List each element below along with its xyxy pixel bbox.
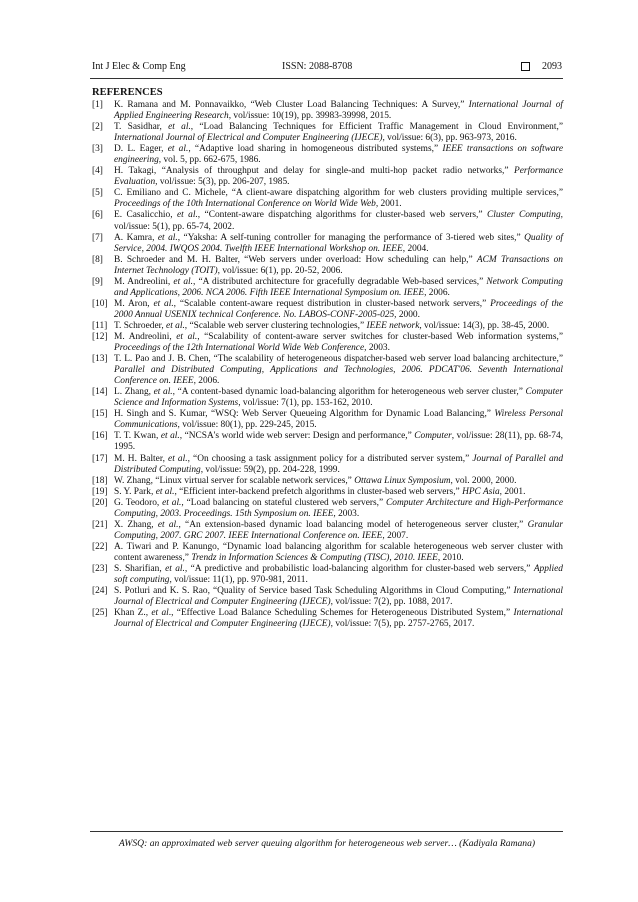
reference-item — [92, 166, 563, 188]
reference-text — [114, 332, 563, 354]
page-number: 2093 — [542, 61, 562, 72]
reference-text — [114, 277, 563, 299]
reference-source: Trendz in Information Sciences & Computing (TISC), 2010. IEEE — [191, 552, 438, 563]
reference-source: Performance Evaluation, — [114, 166, 563, 188]
reference-segment: , vol/issue: 14(3), pp. 38-45, 2000. — [419, 320, 550, 331]
reference-text — [114, 476, 563, 487]
reference-segment: S. Y. Park, — [114, 486, 156, 497]
reference-source: Ottawa Linux Symposium — [354, 475, 451, 486]
reference-segment: vol. 5, pp. 662-675, 1986. — [161, 155, 261, 166]
reference-text — [114, 354, 563, 387]
reference-source: et al. — [157, 232, 178, 243]
reference-source: Parallel and Distributed Computing, Applications and Technologies, 2006. PDCAT'06. Seventh International Conference on. IEEE — [114, 365, 563, 387]
reference-segment: 2000. — [396, 309, 420, 320]
reference-segment: , vol/issue: 28(11), pp. 68-74, 1995. — [114, 431, 563, 453]
reference-source: Proceedings of the 10th International Conference on World Wide Web, — [114, 199, 379, 210]
reference-source: et al — [151, 608, 169, 619]
reference-segment: , “Content-aware dispatching algorithms for cluster-based web servers,” — [197, 210, 487, 221]
reference-segment: T. Sasidhar, — [114, 122, 169, 133]
header-rule — [90, 78, 563, 79]
reference-number: [17] — [92, 453, 108, 464]
reference-segment: K. Ramana and M. Ponnavaikko, “Web Cluster Load Balancing Techniques: A Survey,” — [114, 100, 469, 110]
reference-segment: , “Scalable content-aware request distribution in cluster-based network servers,” — [173, 298, 491, 309]
reference-item — [92, 277, 563, 299]
reference-segment: M. H. Balter, — [114, 453, 169, 464]
reference-item — [92, 144, 563, 166]
footer-rule — [90, 831, 563, 832]
reference-item — [92, 354, 563, 387]
reference-number: [25] — [92, 608, 108, 619]
reference-text — [114, 321, 563, 332]
reference-segment: , 2006. — [193, 376, 220, 387]
reference-source: International Journal of Electrical and Computer Engineering (IJECE) — [114, 133, 383, 144]
reference-segment: , “Scalability of content-aware server switches for cluster-based Web information systems,” — [197, 331, 564, 342]
reference-item — [92, 299, 563, 321]
reference-segment: S. Potluri and K. S. Rao, “Quality of Service based Task Scheduling Algorithms in Cloud Computing,” — [114, 586, 514, 597]
reference-segment: , vol/issue: 80(1), pp. 229-245, 2015. — [177, 420, 317, 431]
reference-source: et al. — [165, 563, 185, 574]
reference-segment: , 2004. — [402, 243, 429, 254]
reference-segment: Khan Z., — [114, 608, 152, 619]
reference-source: Applied soft computing — [114, 563, 563, 586]
reference-text — [114, 144, 563, 166]
reference-item — [92, 542, 563, 564]
reference-source: Cluster Computing, — [486, 210, 564, 221]
reference-source: Network Computing and Applications, 2006. NCA 2006. Fifth IEEE International Symposium on. IEEE — [114, 276, 563, 298]
reference-segment: , vol. 2000, 2000. — [450, 475, 517, 486]
reference-segment: , 2007. — [382, 530, 409, 541]
reference-item — [92, 431, 563, 453]
reference-text — [114, 210, 563, 232]
reference-text — [114, 188, 563, 210]
reference-segment: L. Zhang, — [114, 387, 154, 398]
reference-source: et al. — [168, 453, 188, 464]
reference-source: Wireless Personal Communications — [114, 409, 563, 431]
reference-text — [114, 608, 563, 630]
reference-text — [114, 520, 563, 542]
running-footer: AWSQ: an approximated web server queuing algorithm for heterogeneous web server… (Kadiyala Ramana) — [118, 838, 536, 849]
reference-segment: , vol/issue: 59(2), pp. 204-228, 1999. — [200, 464, 340, 475]
reference-number: [12] — [92, 331, 108, 342]
reference-segment: , vol/issue: 7(5), pp. 2757-2765, 2017. — [330, 619, 475, 630]
reference-segment: , 2001. — [499, 486, 526, 497]
reference-segment: vol/issue: 5(1), pp. 65-74, 2002. — [114, 221, 235, 232]
reference-segment: , vol/issue: 7(2), pp. 1088, 2017. — [330, 597, 453, 608]
reference-segment: H. Takagi, “Analysis of throughput and delay for single-and multi-hop packet radio networks,” — [114, 166, 515, 177]
issn-label: ISSN: 2088-8708 — [282, 61, 353, 72]
reference-segment: , “A predictive and probabilistic load-balancing algorithm for cluster-based web servers,” — [184, 563, 534, 574]
reference-text — [114, 498, 563, 520]
reference-item — [92, 387, 563, 409]
reference-source: International Journal of Applied Engineering Research, — [114, 100, 563, 122]
reference-number: [22] — [92, 541, 108, 552]
reference-item — [92, 409, 563, 431]
reference-item — [92, 255, 563, 277]
reference-item — [92, 564, 563, 586]
reference-item — [92, 608, 563, 630]
reference-segment: , 2006. — [424, 287, 450, 298]
reference-number: [6] — [92, 210, 103, 221]
reference-segment: , “Load Balancing Techniques for Efficient Traffic Management in Cloud Environment,” — [190, 122, 563, 133]
reference-source: et al. — [157, 519, 179, 530]
reference-segment: ., “Effective Load Balance Scheduling Schemes for Heterogeneous Distributed System,” — [168, 608, 514, 619]
reference-segment: D. L. Eager, — [114, 144, 168, 155]
reference-item — [92, 487, 563, 498]
reference-text — [114, 487, 563, 498]
reference-segment: H. Singh and S. Kumar, “WSQ: Web Server Queueing Algorithm for Dynamic Load Balancing,” — [114, 409, 495, 420]
reference-segment: , “Load balancing on stateful clustered web servers,” — [181, 497, 387, 508]
reference-text — [114, 100, 563, 122]
reference-text — [114, 542, 563, 564]
reference-source: et al. — [162, 497, 182, 508]
reference-source: Computer — [414, 431, 452, 442]
running-header — [92, 61, 562, 75]
reference-source: et al. — [153, 298, 174, 309]
reference-segment: , 2003. — [333, 508, 360, 519]
reference-number: [14] — [92, 387, 108, 398]
reference-number: [23] — [92, 563, 108, 574]
reference-text — [114, 409, 563, 431]
reference-item — [92, 498, 563, 520]
reference-number: [20] — [92, 497, 108, 508]
reference-number: [16] — [92, 431, 108, 442]
reference-source: et al. — [166, 320, 185, 331]
reference-segment: , 2010. — [437, 552, 464, 563]
reference-item — [92, 520, 563, 542]
reference-segment: 2001. — [378, 199, 402, 210]
reference-segment: M. Andreolini, — [114, 331, 177, 342]
reference-segment: A. Kamra, — [114, 232, 158, 243]
reference-source: Proceedings of the 12th International World Wide Web Conference, — [114, 343, 367, 354]
reference-item — [92, 188, 563, 210]
reference-source: Computer Architecture and High-Performance Computing, 2003. Proceedings. 15th Symposium on. IEEE — [114, 497, 563, 519]
reference-item — [92, 210, 563, 232]
reference-segment: , “An extension-based dynamic load balancing model of heterogeneous server cluster,” — [178, 519, 528, 530]
reference-segment: T. T. Kwan, — [114, 431, 161, 442]
reference-item — [92, 321, 563, 332]
reference-segment: X. Zhang, — [114, 519, 158, 530]
references-list — [92, 100, 563, 630]
reference-segment: M. Andreolini, — [114, 276, 174, 287]
reference-segment: , “A content-based dynamic load-balancing algorithm for heterogeneous web server cluster,” — [172, 387, 526, 398]
reference-number: [15] — [92, 409, 108, 420]
reference-segment: , vol/issue: 7(1), pp. 153-162, 2010. — [238, 398, 373, 409]
reference-segment: W. Zhang, “Linux virtual server for scalable network services,” — [114, 475, 355, 486]
reference-source: IEEE transactions on software engineering, — [114, 144, 564, 166]
reference-source: IEEE network — [366, 320, 420, 331]
page-number-group — [521, 61, 562, 72]
reference-source: ACM Transactions on Internet Technology (TOIT) — [114, 254, 563, 276]
reference-number: [19] — [92, 486, 108, 497]
reference-segment: T. L. Pao and J. B. Chen, “The scalability of heterogeneous dispatcher-based web server load balancing architecture,” — [114, 354, 563, 365]
reference-number: [21] — [92, 519, 108, 530]
reference-text — [114, 233, 563, 255]
reference-source: International Journal of Electrical and Computer Engineering (IJECE) — [114, 608, 563, 630]
reference-segment: , vol/issue: 6(3), pp. 963-973, 2016. — [382, 133, 517, 144]
reference-segment: G. Teodoro, — [114, 497, 163, 508]
reference-number: [8] — [92, 254, 103, 265]
reference-text — [114, 387, 563, 409]
reference-segment: vol/issue: 5(3), pp. 206-207, 1985. — [157, 177, 290, 188]
reference-segment: A. Tiwari and P. Kanungo, “Dynamic load balancing algorithm for scalable heterogeneous web server cluster with content awareness,” — [114, 541, 563, 563]
reference-text — [114, 122, 563, 144]
reference-source: Quality of Service, 2004. IWQOS 2004. Twelfth IEEE International Workshop on. IEEE — [114, 232, 564, 254]
reference-segment: E. Casalicchio, — [114, 210, 177, 221]
reference-source: et al. — [155, 486, 175, 497]
reference-segment: , “Scalable web server clustering technologies,” — [184, 320, 367, 331]
reference-segment: T. Schroeder, — [114, 320, 167, 331]
reference-text — [114, 431, 563, 453]
reference-text — [114, 166, 563, 188]
reference-number: [1] — [92, 100, 103, 110]
reference-number: [13] — [92, 354, 108, 365]
reference-number: [18] — [92, 475, 108, 486]
reference-segment: M. Aron, — [114, 298, 154, 309]
reference-item — [92, 454, 563, 476]
reference-number: [11] — [92, 320, 108, 331]
reference-segment: , “On choosing a task assignment policy for a distributed server system,” — [187, 453, 473, 464]
reference-number: [3] — [92, 144, 103, 155]
reference-segment: , “A distributed architecture for gracefully degradable Web-based services,” — [192, 276, 487, 287]
reference-item — [92, 100, 563, 122]
reference-segment: , “Efficient inter-backend prefetch algorithms in cluster-based web servers,” — [174, 486, 463, 497]
reference-source: et al. — [167, 144, 189, 155]
reference-segment: , “Adaptive load sharing in homogeneous distributed systems,” — [188, 144, 443, 155]
reference-text — [114, 564, 563, 586]
reference-source: Computer Science and Information Systems — [114, 387, 563, 409]
reference-number: [24] — [92, 586, 108, 597]
reference-source: International Journal of Electrical and Computer Engineering (IJECE) — [114, 586, 563, 608]
reference-text — [114, 255, 563, 277]
reference-segment: , vol/issue: 6(1), pp. 20-52, 2006. — [217, 265, 343, 276]
reference-segment: S. Sharifian, — [114, 563, 166, 574]
reference-source: et al. — [173, 276, 193, 287]
reference-number: [4] — [92, 166, 103, 177]
reference-number: [10] — [92, 298, 108, 309]
reference-number: [9] — [92, 276, 103, 287]
reference-segment: 2003. — [366, 343, 390, 354]
reference-source: et al. — [168, 122, 191, 133]
reference-item — [92, 122, 563, 144]
journal-name: Int J Elec & Comp Eng — [92, 61, 186, 72]
reference-segment: , vol/issue: 11(1), pp. 970-981, 2011. — [169, 575, 308, 586]
reference-source: Proceedings of the 2000 Annual USENIX technical Conference. No. LABOS-CONF-2005-025, — [114, 298, 564, 320]
reference-source: et al. — [153, 387, 173, 398]
reference-number: [5] — [92, 188, 103, 199]
reference-item — [92, 586, 563, 608]
reference-segment: C. Emiliano and C. Michele, “A client-aware dispatching algorithm for web clusters providing multiple services,” — [114, 188, 563, 199]
checkbox-square-icon — [521, 62, 530, 71]
reference-item — [92, 233, 563, 255]
reference-segment: vol/issue: 10(19), pp. 39983-39998, 2015. — [231, 111, 392, 122]
reference-source: et al. — [176, 331, 198, 342]
reference-segment: B. Schroeder and M. H. Balter, “Web servers under overload: How scheduling can help,” — [114, 254, 477, 265]
reference-source: HPC Asia — [462, 486, 500, 497]
reference-segment: , “Yaksha: A self-tuning controller for managing the performance of 3-tiered web sites,” — [177, 232, 525, 243]
reference-source: et al. — [176, 210, 198, 221]
reference-segment: , “NCSA's world wide web server: Design and performance,” — [179, 431, 415, 442]
reference-source: Journal of Parallel and Distributed Computing — [114, 453, 564, 475]
reference-text — [114, 454, 563, 476]
reference-text — [114, 586, 563, 608]
reference-number: [2] — [92, 122, 103, 133]
reference-number: [7] — [92, 232, 103, 243]
references-heading: REFERENCES — [92, 87, 163, 98]
reference-item — [92, 332, 563, 354]
reference-source: Granular Computing, 2007. GRC 2007. IEEE International Conference on. IEEE — [114, 519, 563, 541]
reference-item — [92, 476, 563, 487]
reference-text — [114, 299, 563, 321]
reference-source: et al. — [160, 431, 180, 442]
